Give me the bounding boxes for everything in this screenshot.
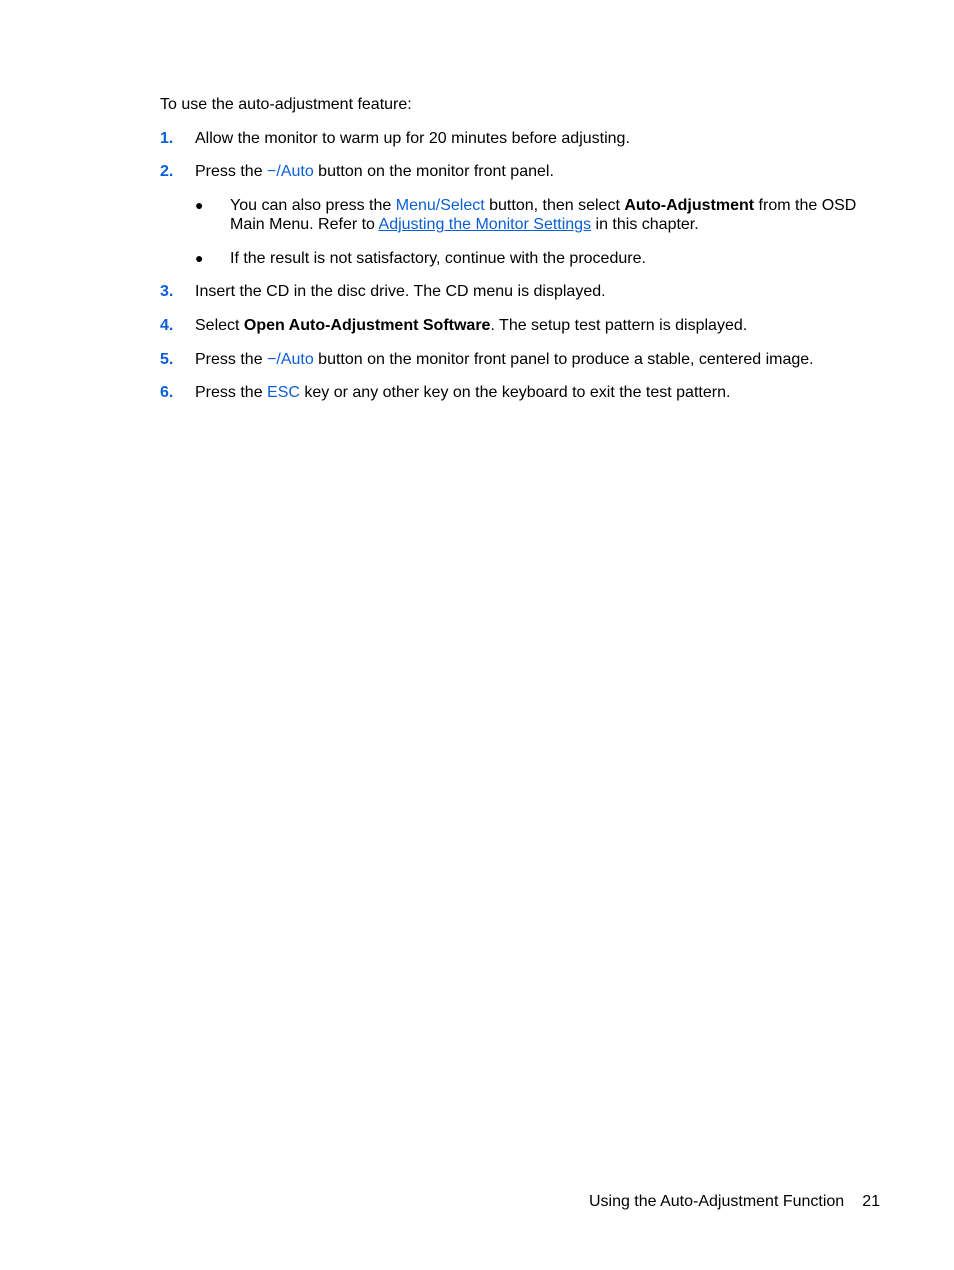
- software-name: Open Auto-Adjustment Software: [243, 317, 491, 334]
- bullet-text: [230, 196, 870, 234]
- bullet-icon: ●: [195, 250, 204, 266]
- step-text-pre: Select: [195, 317, 244, 334]
- step-text-post: key or any other key on the keyboard to exit the test pattern.: [299, 384, 731, 401]
- adjusting-monitor-settings-link[interactable]: Adjusting the Monitor Settings: [378, 216, 592, 233]
- bullet-text-mid2: from the OSD Main Menu. Refer to: [230, 197, 857, 233]
- step-text: [195, 350, 814, 369]
- page-footer: [589, 1192, 880, 1211]
- bullet-text-post: in this chapter.: [591, 216, 699, 233]
- step-number: 4.: [160, 317, 174, 334]
- bullet-icon: ●: [195, 197, 204, 213]
- bullet-text-pre: You can also press the: [230, 197, 396, 214]
- page-number: 21: [862, 1193, 880, 1210]
- esc-key-name: ESC: [267, 384, 300, 401]
- step-text: [195, 383, 730, 402]
- step-number: 3.: [160, 283, 174, 300]
- step-number: 5.: [160, 351, 174, 368]
- step-text-post: button on the monitor front panel to produce a stable, centered image.: [313, 351, 814, 368]
- step-text: Allow the monitor to warm up for 20 minutes before adjusting.: [195, 130, 630, 147]
- step-text-post: button on the monitor front panel.: [313, 163, 554, 180]
- step-text-pre: Press the: [195, 351, 268, 368]
- step-text: [195, 316, 747, 335]
- step-number: 6.: [160, 384, 174, 401]
- auto-adjustment-menu-item: Auto-Adjustment: [624, 197, 755, 214]
- auto-button-name: −/Auto: [267, 351, 314, 368]
- step-text-pre: Press the: [195, 163, 268, 180]
- step-text: Insert the CD in the disc drive. The CD menu is displayed.: [195, 283, 606, 300]
- intro-text: To use the auto-adjustment feature:: [160, 96, 412, 113]
- step-text-pre: Press the: [195, 384, 268, 401]
- step-text-post: . The setup test pattern is displayed.: [490, 317, 748, 334]
- auto-button-name: −/Auto: [267, 163, 314, 180]
- bullet-text: If the result is not satisfactory, continue with the procedure.: [230, 250, 646, 267]
- bullet-text-mid: button, then select: [484, 197, 625, 214]
- step-number: 2.: [160, 163, 174, 180]
- step-text: [195, 162, 554, 181]
- step-number: 1.: [160, 130, 174, 147]
- menu-select-button-name: Menu/Select: [395, 197, 485, 214]
- footer-section-title: Using the Auto-Adjustment Function: [588, 1193, 845, 1210]
